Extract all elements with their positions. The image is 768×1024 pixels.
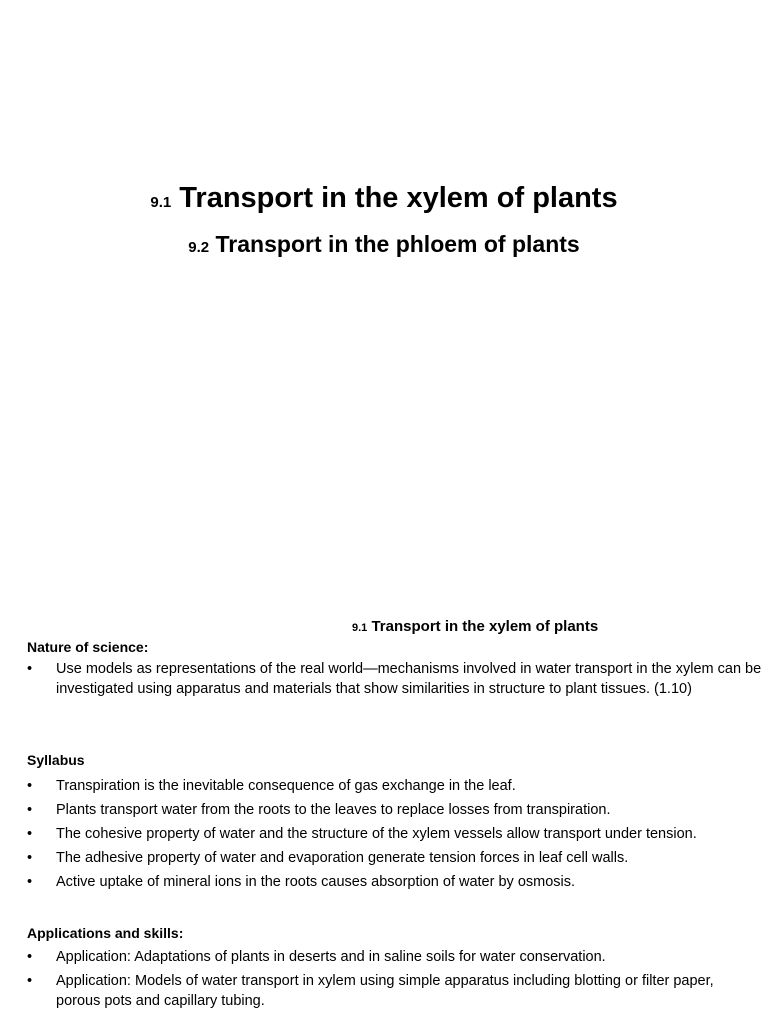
section-number: 9.2	[188, 239, 210, 256]
section-title: Applications and skills:	[27, 925, 184, 941]
title-text: Transport in the xylem of plants	[179, 182, 618, 214]
section-number: 9.1	[352, 622, 368, 634]
bullet-list	[27, 776, 762, 892]
list-item: • Plants transport water from the roots to the leaves to replace losses from transpiration.	[27, 800, 762, 820]
section-number: 9.1	[150, 194, 172, 211]
list-item: • The adhesive property of water and evaporation generate tension forces in leaf cell walls.	[27, 848, 762, 868]
slide-title-phloem	[0, 229, 768, 263]
list-item: • Application: Models of water transport in xylem using simple apparatus including blotting or filter paper, porous pots and capillary tubing.	[27, 971, 762, 1011]
list-item: • The cohesive property of water and the structure of the xylem vessels allow transport under tension.	[27, 824, 762, 844]
list-item: • Use models as representations of the real world—mechanisms involved in water transport in the xylem can be investigated using apparatus and materials that show similarities in structure to plant tissues. (1.10)	[27, 659, 762, 699]
bullet-list	[27, 659, 762, 699]
syllabus-section	[27, 750, 762, 896]
list-item: • Transpiration is the inevitable consequence of gas exchange in the leaf.	[27, 776, 762, 796]
list-item: • Application: Adaptations of plants in deserts and in saline soils for water conservation.	[27, 947, 762, 967]
section-title: Syllabus	[27, 752, 85, 768]
heading-text: Transport in the xylem of plants	[371, 618, 599, 635]
bullet-list	[27, 947, 762, 1011]
slide-title-xylem	[0, 180, 768, 221]
section-title: Nature of science:	[27, 639, 149, 655]
applications-skills-section	[27, 923, 762, 1015]
list-item: • Active uptake of mineral ions in the roots causes absorption of water by osmosis.	[27, 872, 762, 892]
title-text: Transport in the phloem of plants	[215, 231, 580, 257]
nature-of-science-section	[27, 637, 762, 703]
slide-heading	[352, 617, 598, 638]
